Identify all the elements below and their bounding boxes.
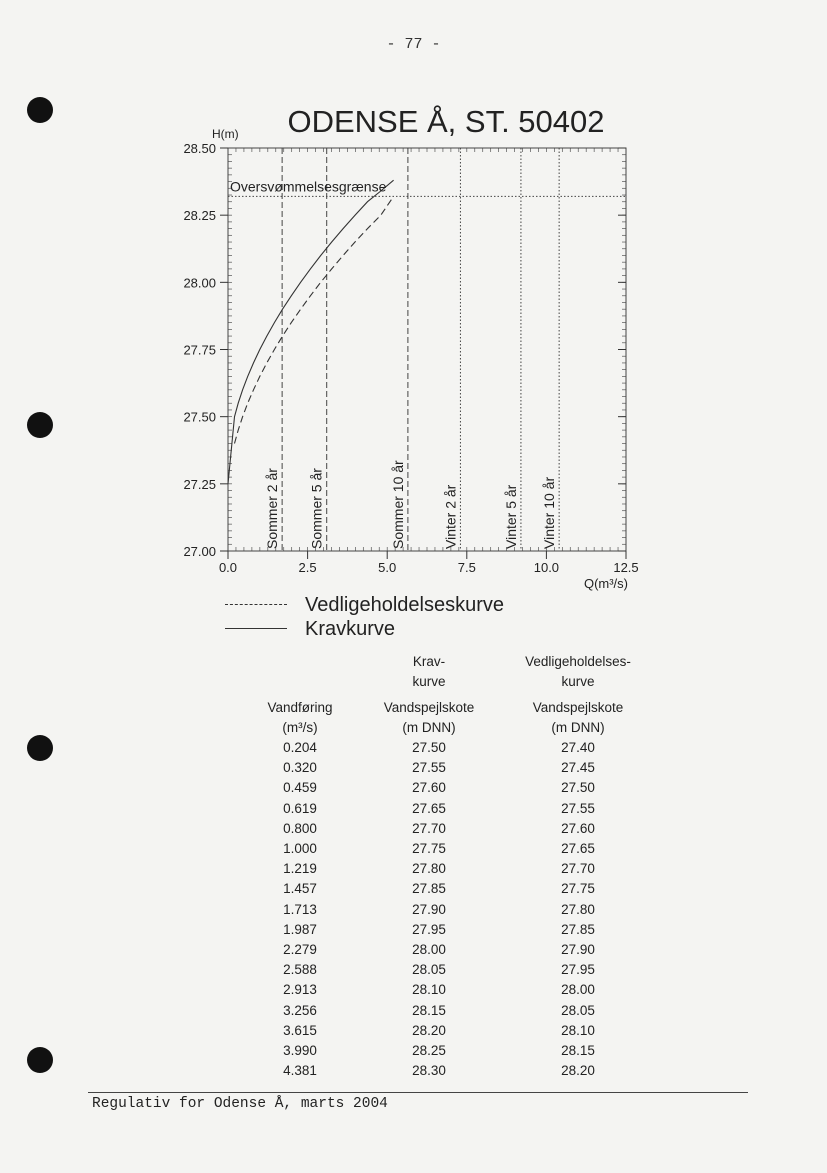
- x-axis-label: Q(m³/s): [583, 576, 628, 591]
- table-cell: 27.50: [412, 740, 446, 755]
- reference-line-label: Vinter 10 år: [541, 476, 558, 549]
- table-cell: 27.65: [561, 841, 595, 857]
- table-cell: 27.80: [561, 901, 595, 917]
- table-cell: 27.80: [412, 861, 446, 877]
- table-row: [240, 1021, 658, 1041]
- y-tick-label: 27.50: [183, 409, 216, 425]
- table-cell: 28.20: [412, 1022, 446, 1038]
- table-header-cell: [240, 672, 360, 692]
- table-cell: 27.40: [561, 740, 595, 755]
- table-cell: 2.588: [283, 962, 317, 978]
- reference-line-label: Sommer 5 år: [308, 468, 325, 549]
- table-cell: 28.10: [561, 1022, 595, 1038]
- table-cell: 27.70: [561, 861, 595, 877]
- x-tick-label: 2.5: [298, 560, 317, 575]
- reference-line-label: Vinter 2 år: [442, 484, 459, 549]
- table-row: [240, 1041, 658, 1061]
- x-tick-label: 12.5: [613, 560, 639, 575]
- table-cell: 27.95: [412, 921, 446, 937]
- table-row: [240, 1001, 658, 1021]
- table-cell: 28.30: [412, 1063, 446, 1079]
- table-cell: 2.279: [283, 942, 317, 958]
- table-row: [240, 900, 658, 920]
- legend-item-requirement: [225, 617, 555, 641]
- legend-label: Kravkurve: [305, 618, 396, 640]
- table-cell: 3.990: [283, 1043, 317, 1059]
- table-cell: 3.256: [283, 1002, 317, 1018]
- reference-line-label: Sommer 2 år: [264, 468, 281, 549]
- rating-table: [240, 652, 658, 1081]
- table-body: [240, 738, 658, 1081]
- table-cell: 0.619: [283, 800, 317, 816]
- table-cell: 1.457: [283, 881, 317, 897]
- table-row: [240, 859, 658, 879]
- table-cell: 27.60: [412, 780, 446, 796]
- table-row: [240, 980, 658, 1000]
- table-row: [240, 738, 658, 758]
- legend-swatch-solid: [225, 628, 287, 629]
- requirement-curve: [228, 180, 394, 484]
- table-cell: 28.05: [561, 1002, 595, 1018]
- table-cell: 28.00: [561, 982, 595, 998]
- table-cell: 1.000: [283, 841, 317, 857]
- table-cell: 1.987: [283, 921, 317, 937]
- plot-frame: [228, 148, 626, 551]
- x-tick-label: 10.0: [533, 560, 560, 575]
- table-cell: 27.45: [561, 760, 595, 776]
- punch-hole: [27, 1047, 53, 1073]
- table-cell: 1.713: [283, 901, 317, 917]
- table-cell: 28.25: [412, 1043, 446, 1059]
- table-cell: 27.75: [412, 841, 446, 857]
- table-cell: 1.219: [283, 861, 317, 877]
- table-header-cell: kurve: [561, 674, 595, 689]
- x-tick-label: 0.0: [218, 560, 238, 575]
- table-row: [240, 799, 658, 819]
- y-tick-label: 28.50: [183, 141, 216, 156]
- footer-text: Regulativ for Odense Å, marts 2004: [92, 1096, 388, 1112]
- table-cell: 27.65: [412, 800, 446, 816]
- chart-legend: [225, 593, 555, 641]
- table-cell: 27.85: [412, 881, 446, 897]
- legend-item-maintenance: [225, 593, 555, 617]
- table-cell: 0.800: [283, 820, 317, 836]
- table-row: [240, 940, 658, 960]
- table-header-cell: Vandspejlskote: [383, 700, 475, 715]
- table-header-cell: (m³/s): [282, 720, 318, 735]
- y-axis-label: H(m): [212, 127, 239, 141]
- table-cell: 0.320: [283, 760, 317, 776]
- table-cell: 28.00: [412, 942, 446, 958]
- punch-hole: [27, 735, 53, 761]
- table-header-cell: Vandspejlskote: [532, 700, 624, 715]
- table-cell: 27.90: [561, 942, 595, 958]
- table-cell: 27.50: [561, 780, 595, 796]
- table-cell: 27.55: [412, 760, 446, 776]
- footer-divider: [88, 1092, 748, 1093]
- y-tick-label: 27.25: [183, 476, 216, 492]
- table-header-cell: Vandføring: [267, 700, 333, 715]
- y-tick-label: 28.25: [183, 208, 216, 224]
- maintenance-curve: [235, 196, 394, 443]
- table-cell: 28.20: [561, 1063, 595, 1079]
- table-row: [240, 879, 658, 899]
- y-tick-label: 28.00: [183, 275, 216, 291]
- table-row: [240, 920, 658, 940]
- reference-line-label: Vinter 5 år: [502, 484, 519, 549]
- table-cell: 28.05: [412, 962, 446, 978]
- x-tick-label: 7.5: [457, 560, 476, 575]
- table-cell: 28.10: [412, 982, 446, 998]
- table-header-cell: Vedligeholdelses-: [525, 654, 631, 669]
- table-cell: 27.75: [561, 881, 595, 897]
- page-number: - 77 -: [386, 36, 441, 53]
- table-cell: 27.70: [412, 820, 446, 836]
- table-cell: 27.55: [561, 800, 595, 816]
- legend-swatch-dashed: [225, 604, 287, 605]
- table-header-cell: kurve: [412, 674, 446, 689]
- table-cell: 27.60: [561, 820, 595, 836]
- table-cell: 0.459: [283, 780, 317, 796]
- flood-threshold-label: Oversvømmelsesgrænse: [230, 178, 387, 195]
- table-cell: 2.913: [283, 982, 317, 998]
- reference-line-label: Sommer 10 år: [389, 460, 406, 549]
- table-cell: 27.90: [412, 901, 446, 917]
- table-header-cell: (m DNN): [402, 720, 456, 735]
- table-row: [240, 758, 658, 778]
- x-tick-label: 5.0: [378, 560, 397, 575]
- chart-title: ODENSE Å, ST. 50402: [287, 104, 605, 139]
- table-cell: 27.95: [561, 962, 595, 978]
- table-cell: 27.85: [561, 921, 595, 937]
- legend-label: Vedligeholdelseskurve: [305, 594, 505, 616]
- table-cell: 3.615: [283, 1022, 317, 1038]
- table-header-cell: Krav-: [412, 654, 446, 669]
- table-cell: 4.381: [283, 1063, 317, 1079]
- table-cell: 28.15: [561, 1043, 595, 1059]
- table-header-cell: (m DNN): [551, 720, 605, 735]
- table-row: [240, 778, 658, 798]
- table-row: [240, 1061, 658, 1081]
- table-cell: 28.15: [412, 1002, 446, 1018]
- y-tick-label: 27.00: [183, 544, 216, 559]
- table-cell: 0.204: [283, 740, 317, 755]
- y-tick-label: 27.75: [183, 342, 216, 358]
- table-header-cell: [240, 652, 360, 672]
- table-row: [240, 819, 658, 839]
- table-row: [240, 839, 658, 859]
- table-row: [240, 960, 658, 980]
